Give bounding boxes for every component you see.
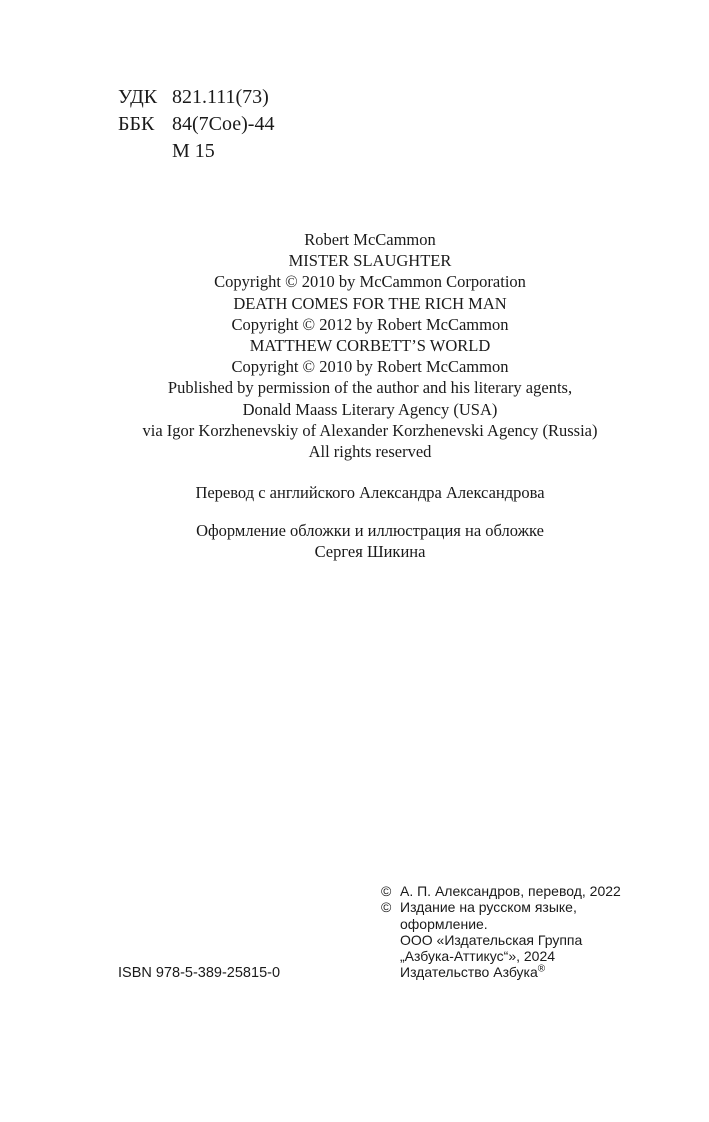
copyright-symbol: © [381, 883, 392, 899]
credit-line: Copyright © 2010 by Robert McCammon [231, 357, 509, 377]
publisher-name: Издательство Азбука [400, 964, 538, 981]
credit-line: via Igor Korzhenevskiy of Alexander Korzhenevski Agency (Russia) [142, 420, 598, 440]
copyright-line: Издание на русском языке, [400, 899, 577, 916]
credit-line: All rights reserved [308, 442, 432, 462]
copyright-edition [381, 899, 621, 980]
copyright-symbol: © [381, 899, 392, 916]
registered-mark: ® [537, 963, 546, 975]
copyright-line: „Азбука-Аттикус“», 2024 [400, 948, 556, 965]
udk-row [118, 84, 274, 111]
credit-line: Copyright © 2012 by Robert McCammon [231, 314, 509, 334]
cover-design-credit [0, 520, 709, 562]
credit-line: DEATH COMES FOR THE RICH MAN [233, 293, 507, 313]
udk-label: УДК [118, 86, 158, 108]
credit-line: MATTHEW CORBETT’S WORLD [249, 336, 491, 356]
translator-line: Перевод с английского Александра Александрова [195, 483, 545, 502]
copyright-notices [381, 883, 621, 981]
credit-line: Robert McCammon [304, 230, 436, 249]
credits-block [0, 229, 709, 462]
copyright-text: А. П. Александров, перевод, 2022 [400, 883, 621, 899]
author-mark: М 15 [172, 140, 215, 162]
isbn: ISBN 978-5-389-25815-0 [118, 965, 281, 981]
classification-block [118, 84, 274, 165]
copyright-line: ООО «Издательская Группа [400, 931, 583, 948]
bbk-row [118, 111, 274, 138]
translation-credit [0, 482, 709, 503]
credit-line: Published by permission of the author and his literary agents, [167, 378, 573, 398]
cover-design-line: Оформление обложки и иллюстрация на обложке [196, 521, 544, 540]
author-mark-row [118, 138, 274, 165]
credit-line: Copyright © 2010 by McCammon Corporation [214, 272, 526, 292]
credit-line: Donald Maass Literary Agency (USA) [242, 399, 498, 419]
udk-value: 821.111(73) [172, 86, 269, 108]
copyright-edition-text [400, 899, 582, 980]
bbk-label: ББК [118, 113, 155, 135]
copyright-line-publisher [400, 964, 582, 980]
credit-line: MISTER SLAUGHTER [288, 251, 452, 271]
copyright-translation [381, 883, 621, 899]
cover-artist-line: Сергея Шикина [314, 542, 426, 562]
copyright-line: оформление. [400, 915, 488, 932]
bbk-value: 84(7Сое)-44 [172, 113, 275, 135]
